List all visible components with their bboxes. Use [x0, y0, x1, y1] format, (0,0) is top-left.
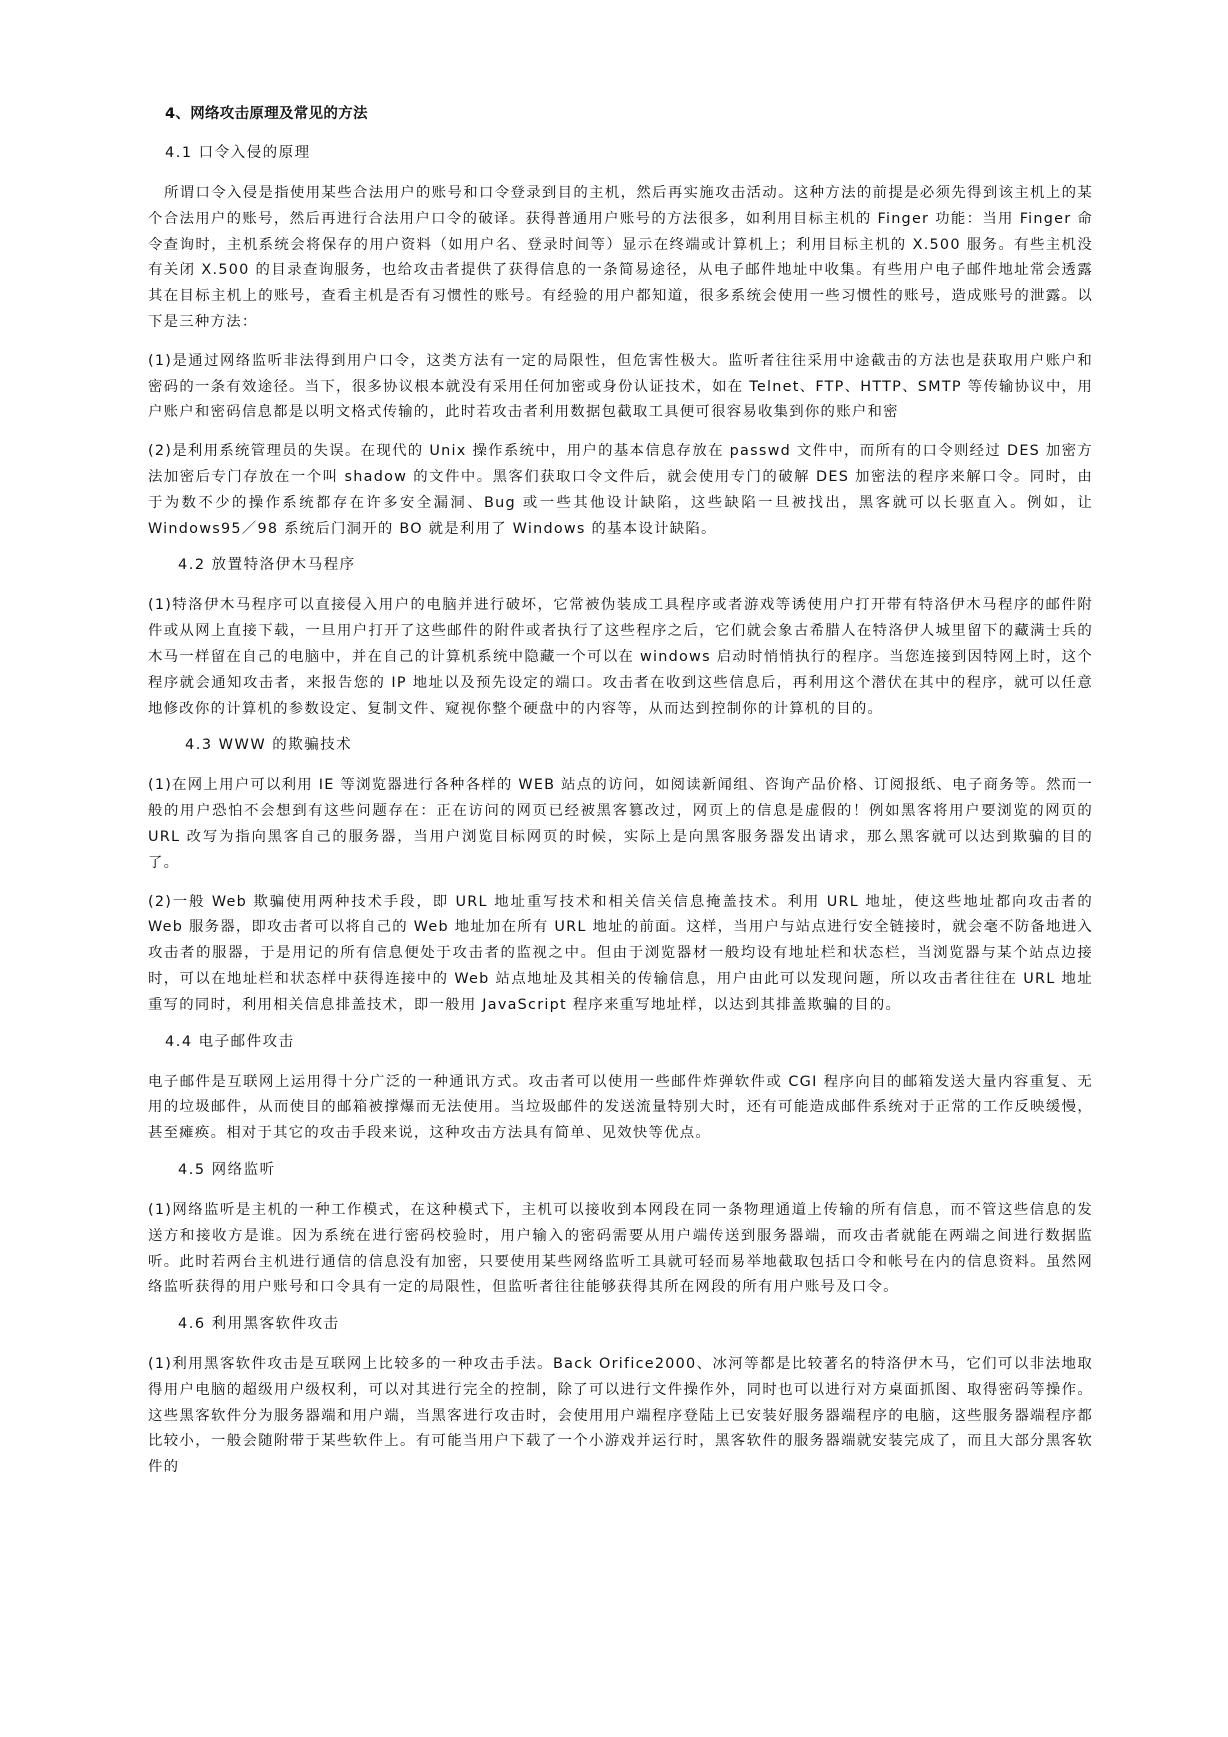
document-title: 4、网络攻击原理及常见的方法 — [165, 106, 368, 122]
paragraph: (1)利用黑客软件攻击是互联网上比较多的一种攻击手法。Back Orifice2000、冰河等都是比较著名的特洛伊木马，它们可以非法地取得用户电脑的超级用户级权利，可以对其进行完全的控制，除了可以进行文件操作外，同时也可以进行对方桌面抓图、取得密码等操作。这些黑客软件分为服务器端和用户端，当黑客进行攻击时，会使用用户端程序登陆上已安装好服务器端程序的电脑，这些服务器端程序都比较小，一般会随附带于某些软件上。有可能当用户下载了一个小游戏并运行时，黑客软件的服务器端就安装完成了，而且大部分黑客软件的 — [148, 1356, 1093, 1476]
document-page — [148, 104, 1093, 1494]
paragraph: (1)网络监听是主机的一种工作模式，在这种模式下，主机可以接收到本网段在同一条物理通道上传输的所有信息，而不管这些信息的发送方和接收方是谁。因为系统在进行密码校验时，用户输入的密码需要从用户端传送到服务器端，而攻击者就能在两端之间进行数据监听。此时若两台主机进行通信的信息没有加密，只要使用某些网络监听工具就可轻而易举地截取包括口令和帐号在内的信息资料。虽然网络监听获得的用户账号和口令具有一定的局限性，但监听者往往能够获得其所在网段的所有用户账号及口令。 — [148, 1201, 1093, 1296]
paragraph: (2)是利用系统管理员的失误。在现代的 Unix 操作系统中，用户的基本信息存放在 passwd 文件中，而所有的口令则经过 DES 加密方法加密后专门存放在一个叫 shadow 的文件中。黑客们获取口令文件后，就会使用专门的破解 DES 加密法的程序来解口令。同时，由于为数不少的操作系统都存在许多安全漏洞、Bug 或一些其他设计缺陷，这些缺陷一旦被找出，黑客就可以长驱直入。例如，让 Windows95／98 系统后门洞开的 BO 就是利用了 Windows 的基本设计缺陷。 — [148, 443, 1093, 537]
paragraph: (1)是通过网络监听非法得到用户口令，这类方法有一定的局限性，但危害性极大。监听者往往采用中途截击的方法也是获取用户账户和密码的一条有效途径。当下，很多协议根本就没有采用任何加密或身份认证技术，如在 Telnet、FTP、HTTP、SMTP 等传输协议中，用户账户和密码信息都是以明文格式传输的，此时若攻击者利用数据包截取工具便可很容易收集到你的账户和密 — [148, 352, 1093, 421]
section-heading-4-5: 4.5 网络监听 — [178, 1161, 276, 1178]
section-heading-4-3: 4.3 WWW 的欺骗技术 — [185, 737, 353, 754]
paragraph: 所谓口令入侵是指使用某些合法用户的账号和口令登录到目的主机，然后再实施攻击活动。这种方法的前提是必须先得到该主机上的某个合法用户的账号，然后再进行合法用户口令的破译。获得普通用户账号的方法很多，如利用目标主机的 Finger 功能：当用 Finger 命令查询时，主机系统会将保存的用户资料（如用户名、登录时间等）显示在终端或计算机上；利用目标主机的 X.500 服务。有些主机没有关闭 X.500 的目录查询服务，也给攻击者提供了获得信息的一条简易途径，从电子邮件地址中收集。有些用户电子邮件地址常会透露其在目标主机上的账号，查看主机是否有习惯性的账号。有经验的用户都知道，很多系统会使用一些习惯性的账号，造成账号的泄露。以下是三种方法： — [148, 185, 1093, 330]
paragraph: (1)特洛伊木马程序可以直接侵入用户的电脑并进行破坏，它常被伪装成工具程序或者游戏等诱使用户打开带有特洛伊木马程序的邮件附件或从网上直接下载，一旦用户打开了这些邮件的附件或者执行了这些程序之后，它们就会象古希腊人在特洛伊人城里留下的藏满士兵的木马一样留在自己的电脑中，并在自己的计算机系统中隐藏一个可以在 windows 启动时悄悄执行的程序。当您连接到因特网上时，这个程序就会通知攻击者，来报告您的 IP 地址以及预先设定的端口。攻击者在收到这些信息后，再利用这个潜伏在其中的程序，就可以任意地修改你的计算机的参数设定、复制文件、窥视你整个硬盘中的内容等，从而达到控制你的计算机的目的。 — [148, 597, 1093, 717]
paragraph: 电子邮件是互联网上运用得十分广泛的一种通讯方式。攻击者可以使用一些邮件炸弹软件或 CGI 程序向目的邮箱发送大量内容重复、无用的垃圾邮件，从而使目的邮箱被撑爆而无法使用。当垃圾邮件的发送流量特别大时，还有可能造成邮件系统对于正常的工作反映缓慢，甚至瘫痪。相对于其它的攻击手段来说，这种攻击方法具有简单、见效快等优点。 — [148, 1073, 1093, 1142]
section-heading-4-1: 4.1 口令入侵的原理 — [165, 145, 311, 161]
section-heading-4-6: 4.6 利用黑客软件攻击 — [178, 1316, 340, 1333]
paragraph: (1)在网上用户可以利用 IE 等浏览器进行各种各样的 WEB 站点的访问，如阅读新闻组、咨询产品价格、订阅报纸、电子商务等。然而一般的用户恐怕不会想到有这些问题存在：正在访问的网页已经被黑客篡改过，网页上的信息是虚假的！例如黑客将用户要浏览的网页的 URL 改写为指向黑客自己的服务器，当用户浏览目标网页的时候，实际上是向黑客服务器发出请求，那么黑客就可以达到欺骗的目的了。 — [148, 777, 1093, 871]
section-heading-4-4: 4.4 电子邮件攻击 — [165, 1033, 295, 1050]
paragraph: (2)一般 Web 欺骗使用两种技术手段，即 URL 地址重写技术和相关信关信息掩盖技术。利用 URL 地址，使这些地址都向攻击者的 Web 服务器，即攻击者可以将自己的 Web 地址加在所有 URL 地址的前面。这样，当用户与站点进行安全链接时，就会毫不防备地进入攻击者的服器，于是用记的所有信息便处于攻击者的监视之中。但由于浏览器材一般均设有地址栏和状态栏，当浏览器与某个站点边接时，可以在地址栏和状态样中获得连接中的 Web 站点地址及其相关的传输信息，用户由此可以发现问题，所以攻击者往往在 URL 地址重写的同时，利用相关信息排盖技术，即一般用 JavaScript 程序来重写地址样，以达到其排盖欺骗的目的。 — [148, 893, 1093, 1013]
section-heading-4-2: 4.2 放置特洛伊木马程序 — [178, 557, 356, 574]
